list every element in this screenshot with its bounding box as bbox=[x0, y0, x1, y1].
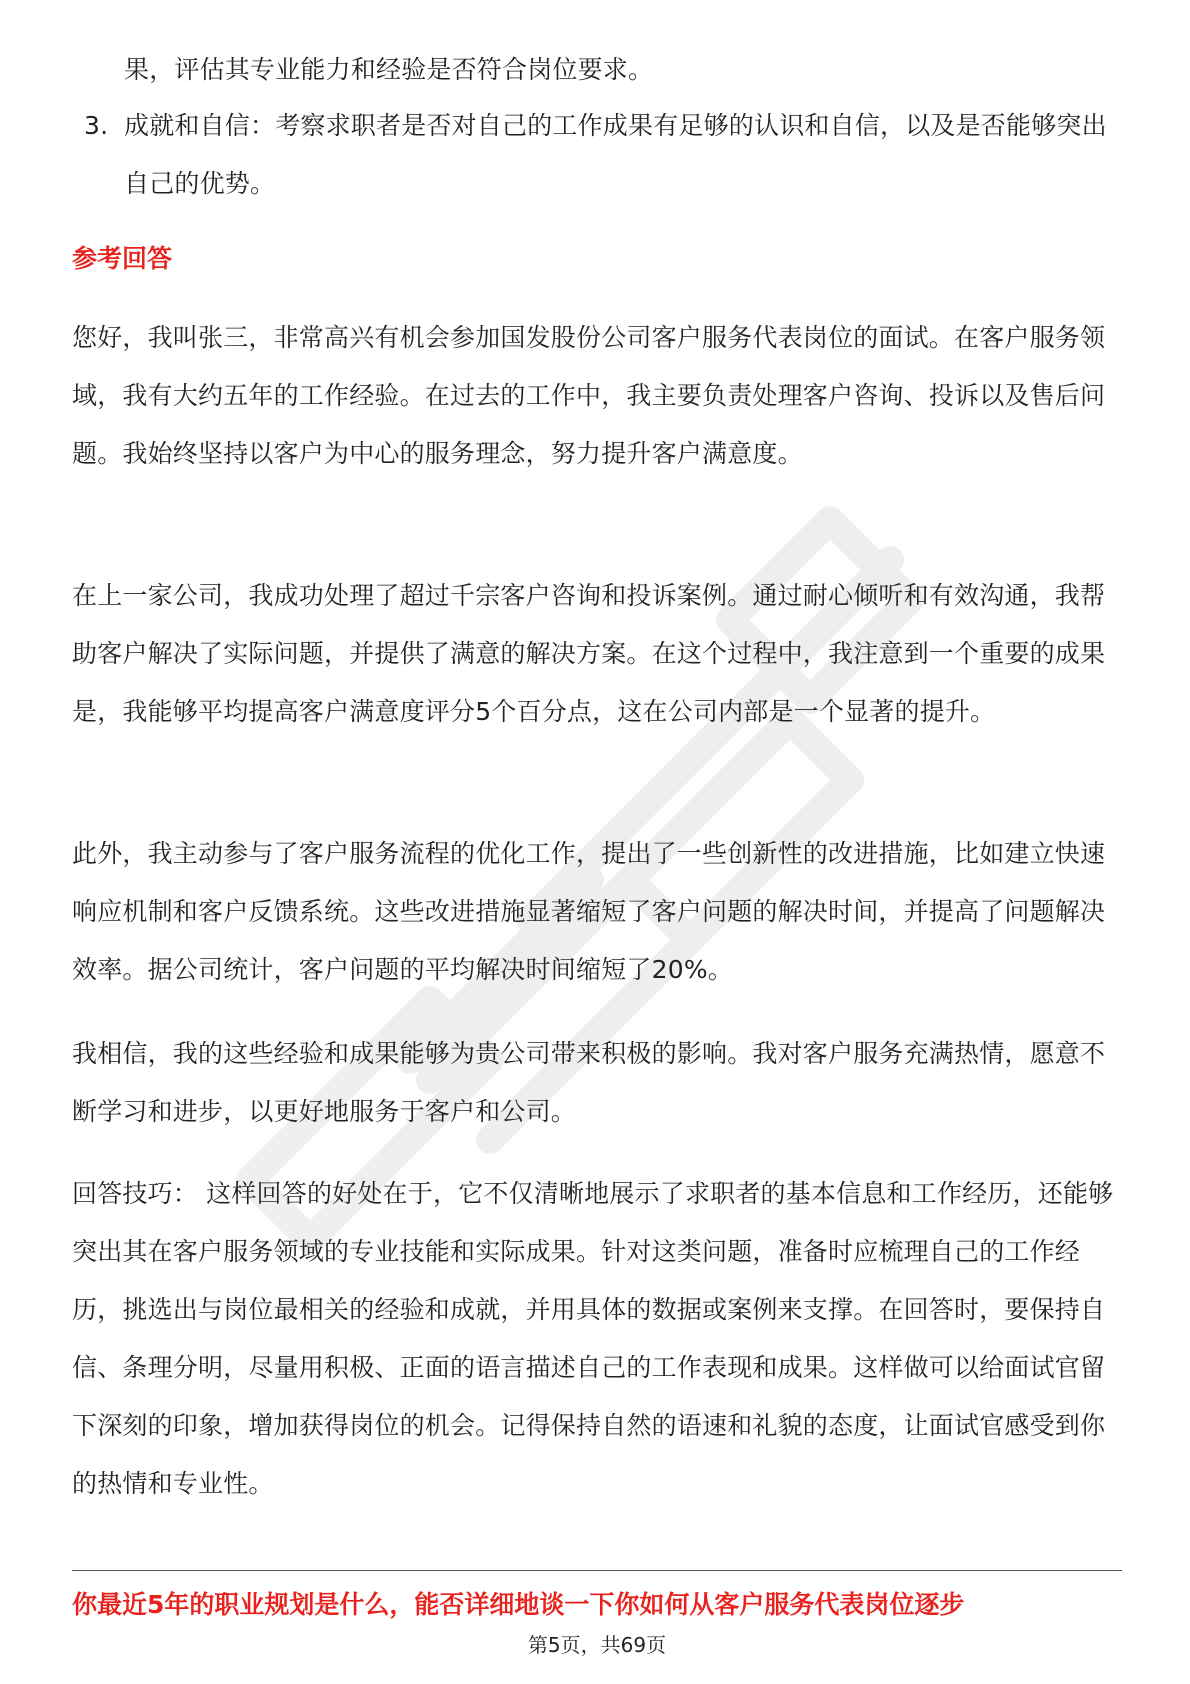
answer-paragraph: 在上一家公司，我成功处理了超过千宗客户咨询和投诉案例。通过耐心倾听和有效沟通，我帮助客户解决了实际问题，并提供了满意的解决方案。在这个过程中，我注意到一个重要的成果是，我能够平均提高客户满意度评分5个百分点，这在公司内部是一个显著的提升。 bbox=[72, 581, 1106, 726]
answer-paragraph: 您好，我叫张三，非常高兴有机会参加国发股份公司客户服务代表岗位的面试。在客户服务领域，我有大约五年的工作经验。在过去的工作中，我主要负责处理客户咨询、投诉以及售后问题。我始终坚持以客户为中心的服务理念，努力提升客户满意度。 bbox=[72, 323, 1106, 468]
next-question: 你最近5年的职业规划是什么，能否详细地谈一下你如何从客户服务代表岗位逐步 bbox=[72, 1590, 965, 1619]
document-page bbox=[72, 0, 1122, 1684]
page-number: 第5页，共69页 bbox=[527, 1633, 667, 1657]
section-heading: 参考回答 bbox=[72, 244, 173, 273]
list-item-text: 成就和自信：考察求职者是否对自己的工作成果有足够的认识和自信，以及是否能够突出自己的优势。 bbox=[124, 111, 1107, 198]
divider bbox=[72, 1570, 1122, 1571]
list-item-number: 3. bbox=[84, 111, 109, 140]
answer-paragraph: 此外，我主动参与了客户服务流程的优化工作，提出了一些创新性的改进措施，比如建立快速响应机制和客户反馈系统。这些改进措施显著缩短了客户问题的解决时间，并提高了问题解决效率。据公司统计，客户问题的平均解决时间缩短了20%。 bbox=[72, 839, 1106, 984]
list-item bbox=[84, 97, 1122, 213]
continued-text: 果，评估其专业能力和经验是否符合岗位要求。 bbox=[124, 55, 654, 84]
answer-paragraph: 我相信，我的这些经验和成果能够为贵公司带来积极的影响。我对客户服务充满热情，愿意不断学习和进步，以更好地服务于客户和公司。 bbox=[72, 1039, 1106, 1126]
answer-tips-paragraph: 回答技巧： 这样回答的好处在于，它不仅清晰地展示了求职者的基本信息和工作经历，还能够突出其在客户服务领域的专业技能和实际成果。针对这类问题，准备时应梳理自己的工作经历，挑选出与岗位最相关的经验和成就，并用具体的数据或案例来支撑。在回答时，要保持自信、条理分明，尽量用积极、正面的语言描述自己的工作表现和成果。这样做可以给面试官留下深刻的印象，增加获得岗位的机会。记得保持自然的语速和礼貌的态度，让面试官感受到你的热情和专业性。 bbox=[72, 1179, 1114, 1498]
